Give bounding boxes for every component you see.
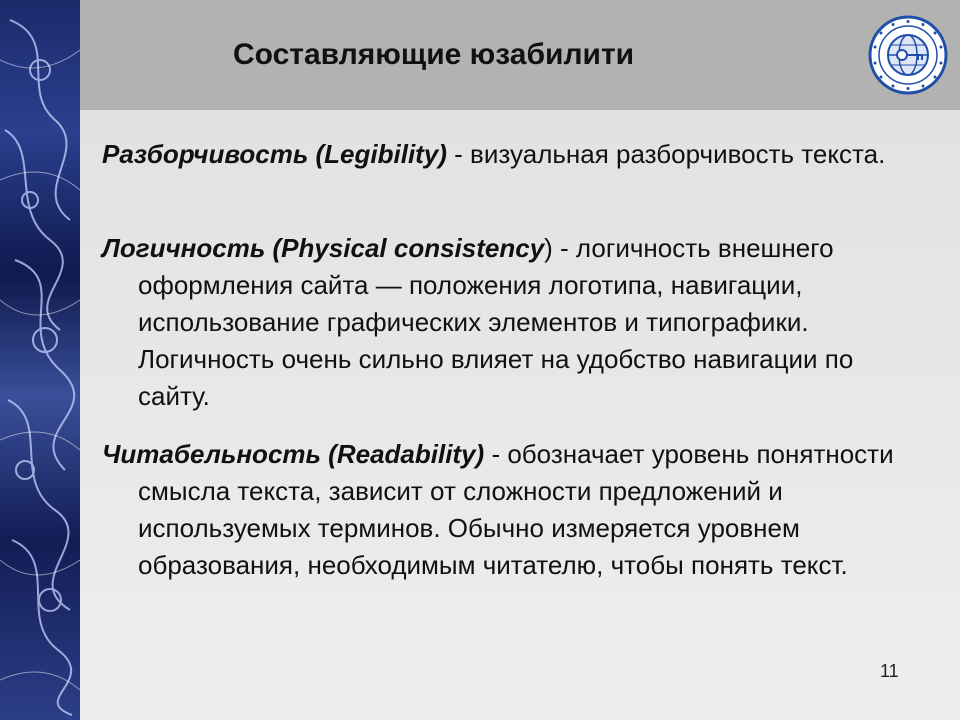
slide-number: 11 bbox=[880, 661, 899, 681]
term-physical-consistency: Логичность (Physical consistency bbox=[102, 233, 545, 263]
paragraph-legibility bbox=[102, 136, 928, 173]
swirl-ornament-icon bbox=[0, 0, 80, 720]
term-readability: Читабельность (Readability) bbox=[102, 439, 485, 469]
decorative-ornament-strip bbox=[0, 0, 80, 720]
slide-title: Составляющие юзабилити bbox=[233, 38, 635, 71]
term-legibility: Разборчивость (Legibility) bbox=[102, 139, 447, 169]
paragraph-readability bbox=[102, 436, 928, 584]
paragraph-physical-consistency bbox=[102, 230, 928, 415]
seal-icon bbox=[868, 15, 948, 95]
definition-legibility: - визуальная разборчивость текста. bbox=[446, 139, 886, 169]
content-area bbox=[80, 110, 960, 720]
university-seal-logo bbox=[868, 15, 948, 95]
definition-physical-consistency: ) - логичность внешнего оформления сайта — положения логотипа, навигации, использование графических элементов и типографики. Логичность очень сильно влияет на удобство навигации по сайту. bbox=[138, 233, 854, 411]
definition-readability: - обозначает уровень понятности смысла текста, зависит от сложности предложений и используемых терминов. Обычно измеряется уровнем образования, необходимым читателю, чтобы понять текст. bbox=[138, 439, 894, 580]
